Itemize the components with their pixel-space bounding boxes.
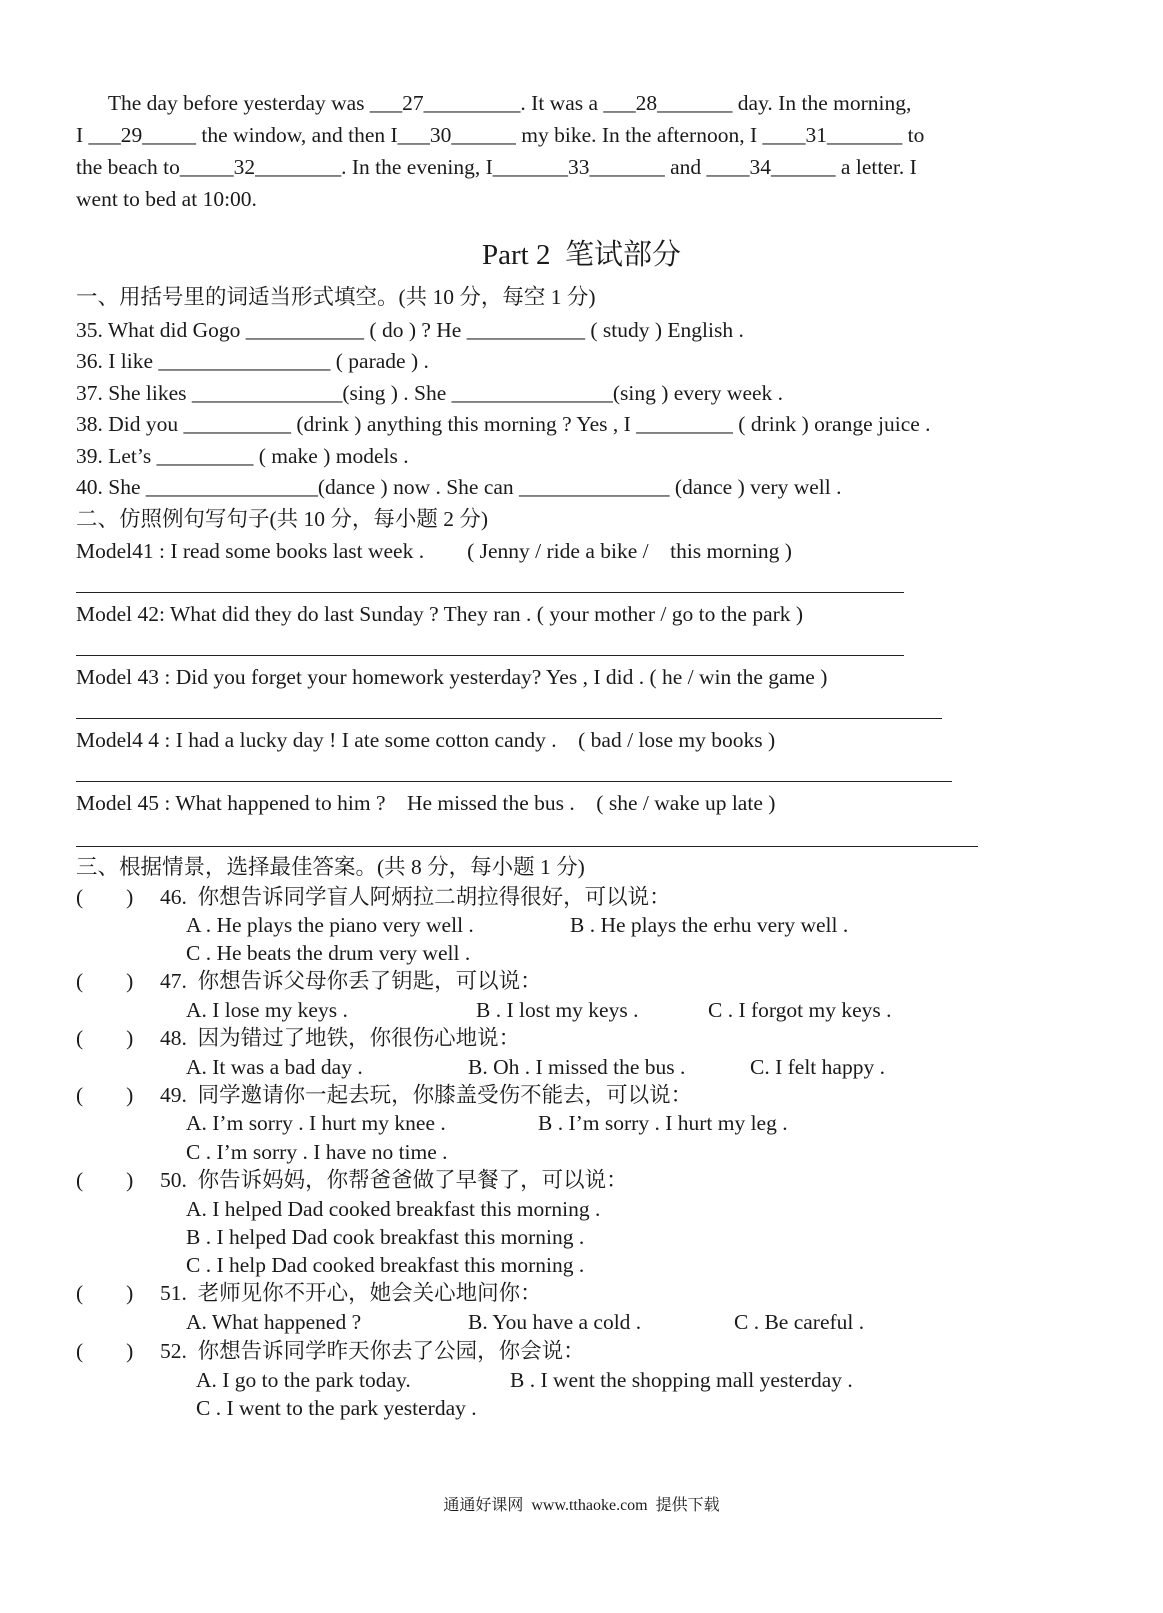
- section1-heading: 一、用括号里的词适当形式填空。(共 10 分，每空 1 分): [76, 285, 596, 309]
- part-title: Part 2 笔试部分: [482, 239, 681, 271]
- model-45: Model 45 : What happened to him ? He missed the bus . ( she / wake up late ): [76, 791, 776, 815]
- section2-heading: 二、仿照例句写句子(共 10 分，每小题 2 分): [76, 507, 489, 531]
- model-43: Model 43 : Did you forget your homework yesterday? Yes , I did . ( he / win the game ): [76, 665, 828, 689]
- q52-option-a: A. I go to the park today.: [196, 1368, 411, 1392]
- question-36: 36. I like ________________ ( parade ) .: [76, 349, 429, 373]
- answer-paren-51[interactable]: ( ): [76, 1281, 134, 1305]
- section3-heading: 三、根据情景，选择最佳答案。(共 8 分，每小题 1 分): [76, 855, 585, 879]
- q47-option-a: A. I lose my keys .: [186, 998, 348, 1022]
- model-44: Model4 4 : I had a lucky day ! I ate some cotton candy . ( bad / lose my books ): [76, 728, 776, 752]
- answer-paren-48[interactable]: ( ): [76, 1026, 134, 1050]
- question-49: 49. 同学邀请你一起去玩，你膝盖受伤不能去，可以说：: [160, 1083, 693, 1107]
- q52-option-b: B . I went the shopping mall yesterday .: [510, 1368, 853, 1392]
- q49-option-b: B . I’m sorry . I hurt my leg .: [538, 1111, 788, 1135]
- answer-line-44[interactable]: [76, 781, 952, 782]
- q51-option-c: C . Be careful .: [734, 1310, 865, 1334]
- passage-line-1: The day before yesterday was ___27_________. It was a ___28_______ day. In the morning,: [76, 91, 912, 115]
- answer-paren-50[interactable]: ( ): [76, 1168, 134, 1192]
- answer-paren-52[interactable]: ( ): [76, 1339, 134, 1363]
- question-35: 35. What did Gogo ___________ ( do ) ? He ___________ ( study ) English .: [76, 318, 744, 342]
- question-40: 40. She ________________(dance ) now . She can ______________ (dance ) very well .: [76, 475, 842, 499]
- q48-option-b: B. Oh . I missed the bus .: [468, 1055, 686, 1079]
- q47-option-b: B . I lost my keys .: [476, 998, 639, 1022]
- answer-paren-46[interactable]: ( ): [76, 885, 134, 909]
- q52-option-c: C . I went to the park yesterday .: [196, 1396, 477, 1420]
- model-42: Model 42: What did they do last Sunday ? They ran . ( your mother / go to the park ): [76, 602, 804, 626]
- q49-option-a: A. I’m sorry . I hurt my knee .: [186, 1111, 446, 1135]
- question-48: 48. 因为错过了地铁，你很伤心地说：: [160, 1026, 521, 1050]
- q51-option-a: A. What happened ?: [186, 1310, 362, 1334]
- question-50: 50. 你告诉妈妈，你帮爸爸做了早餐了，可以说：: [160, 1168, 628, 1192]
- question-47: 47. 你想告诉父母你丢了钥匙，可以说：: [160, 969, 542, 993]
- q46-option-a: A . He plays the piano very well .: [186, 913, 474, 937]
- question-51: 51. 老师见你不开心，她会关心地问你：: [160, 1281, 542, 1305]
- q49-option-c: C . I’m sorry . I have no time .: [186, 1140, 448, 1164]
- question-38: 38. Did you __________ (drink ) anything this morning ? Yes , I _________ ( drink ) orange juice .: [76, 412, 931, 436]
- question-39: 39. Let’s _________ ( make ) models .: [76, 444, 409, 468]
- q51-option-b: B. You have a cold .: [468, 1310, 642, 1334]
- passage-line-3: the beach to_____32________. In the evening, I_______33_______ and ____34______ a letter. I: [76, 155, 917, 179]
- q50-option-b: B . I helped Dad cook breakfast this morning .: [186, 1225, 585, 1249]
- answer-line-45[interactable]: [76, 846, 978, 847]
- answer-line-42[interactable]: [76, 655, 904, 656]
- answer-paren-47[interactable]: ( ): [76, 969, 134, 993]
- question-46: 46. 你想告诉同学盲人阿炳拉二胡拉得很好，可以说：: [160, 885, 671, 909]
- q50-option-a: A. I helped Dad cooked breakfast this morning .: [186, 1197, 601, 1221]
- question-52: 52. 你想告诉同学昨天你去了公园，你会说：: [160, 1339, 585, 1363]
- answer-line-41[interactable]: [76, 592, 904, 593]
- q48-option-c: C. I felt happy .: [750, 1055, 885, 1079]
- q48-option-a: A. It was a bad day .: [186, 1055, 363, 1079]
- q47-option-c: C . I forgot my keys .: [708, 998, 892, 1022]
- answer-line-43[interactable]: [76, 718, 942, 719]
- question-37: 37. She likes ______________(sing ) . She _______________(sing ) every week .: [76, 381, 784, 405]
- q46-option-c: C . He beats the drum very well .: [186, 941, 471, 965]
- q50-option-c: C . I help Dad cooked breakfast this morning .: [186, 1253, 585, 1277]
- model-41: Model41 : I read some books last week . ( Jenny / ride a bike / this morning ): [76, 539, 792, 563]
- passage-line-2: I ___29_____ the window, and then I___30______ my bike. In the afternoon, I ____31_______ to: [76, 123, 925, 147]
- answer-paren-49[interactable]: ( ): [76, 1083, 134, 1107]
- q46-option-b: B . He plays the erhu very well .: [570, 913, 849, 937]
- page-footer: 通通好课网 www.tthaoke.com 提供下载: [443, 1497, 720, 1514]
- passage-line-4: went to bed at 10:00.: [76, 187, 257, 211]
